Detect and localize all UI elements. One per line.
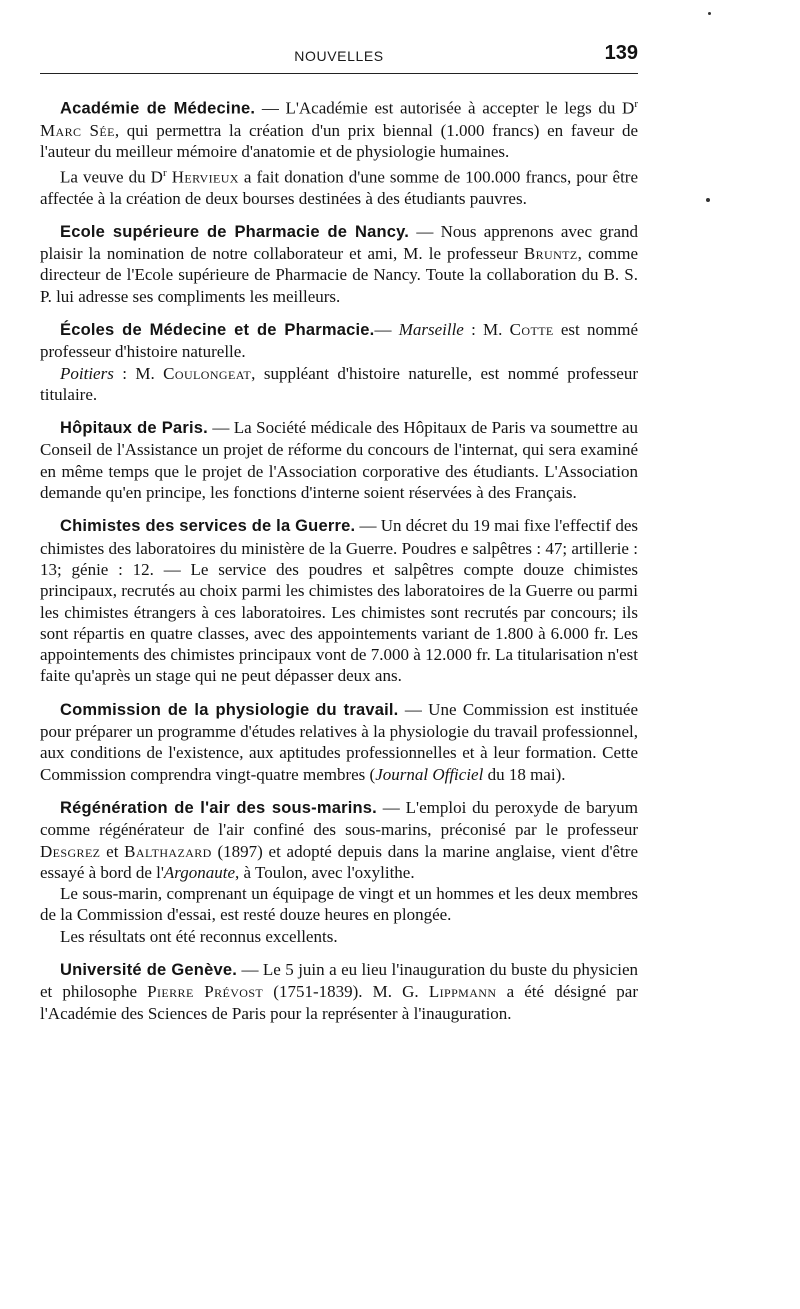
paragraph: Le sous-marin, comprenant un équipage de vingt et un hommes et les deux membres de la Commission d'essai, est resté douze heures en plongée. (40, 884, 638, 925)
city-name: Marseille (398, 319, 464, 339)
person-name: Marc Sée (40, 120, 115, 140)
section-heading: Chimistes des services de la Guerre. (60, 517, 356, 536)
paragraph: Commission de la physiologie du travail. — Une Commission est instituée pour préparer un programme d'études relatives à la physiologie du travail professionnel, aux conditions de l'existence, aux aptitudes professionnelles et à leur formation. Cette Commission comprendra vingt-quatre membres (Journal Officiel du 18 mai). (40, 699, 638, 784)
person-name: Hervieux (171, 167, 239, 187)
page-number: 139 (604, 42, 638, 64)
section-chimistes-guerre (40, 515, 638, 686)
section-heading: Ecole supérieure de Pharmacie de Nancy. (60, 222, 410, 241)
paragraph: Poitiers : M. Coulongeat, suppléant d'histoire naturelle, est nommé professeur titulaire. (40, 363, 638, 404)
paragraph: Académie de Médecine. — L'Académie est autorisée à accepter le legs du $D^r$ Marc Sée, qui permettra la création d'un prix biennal (1.000 francs) en faveur de l'auteur du meilleur mémoire d'anatomie et de physiologie humaines. (40, 98, 639, 162)
paragraph: La veuve du $D^r$ Hervieux a fait donation d'une somme de 100.000 francs, pour être affectée à la création de deux bourses destinées à des étudiants pauvres. (40, 166, 638, 208)
paragraph: Régénération de l'air des sous-marins. — L'emploi du peroxyde de baryum comme régénérateur de l'air confiné des sous-marins, préconisé par le professeur Desgrez et Balthazard (1897) et adopté depuis dans la marine anglaise, vient d'être essayé à bord de l'Argonaute, à Toulon, avec l'oxylithe. (40, 797, 639, 882)
person-name: Pierre Prévost (147, 982, 264, 1002)
paragraph: Ecole supérieure de Pharmacie de Nancy. — Nous apprenons avec grand plaisir la nomination de notre collaborateur et ami, M. le professeur Bruntz, comme directeur de l'Ecole supérieure de Pharmacie de Nancy. Toute la collaboration du B. S. P. lui adresse ses compliments les meilleurs. (40, 221, 638, 306)
city-name: Poitiers (60, 363, 114, 383)
section-heading: Régénération de l'air des sous-marins. (60, 798, 377, 817)
running-title: NOUVELLES (294, 48, 384, 64)
person-name: Balthazard (124, 841, 212, 861)
paragraph: Université de Genève. — Le 5 juin a eu lieu l'inauguration du buste du physicien et philosophe Pierre Prévost (1751-1839). M. G. Lippmann a été désigné par l'Académie des Sciences de Paris pour la représenter à l'inauguration. (40, 960, 638, 1023)
section-academie-medecine (40, 94, 638, 209)
paragraph: Hôpitaux de Paris. — La Société médicale des Hôpitaux de Paris va soumettre au Conseil de l'Assistance un projet de réforme du concours de l'internat, qui sera examiné en même temps que le projet de l'Association corporative des étudiants. L'Association demande qu'en principe, les fonctions d'interne soient réservées à des Français. (40, 418, 638, 503)
person-name: Coulongeat (163, 363, 252, 383)
news-content (40, 94, 638, 1024)
section-hopitaux-paris (40, 417, 638, 503)
person-name: Bruntz (523, 244, 578, 264)
paragraph: Écoles de Médecine et de Pharmacie.— Marseille : M. Cotte est nommé professeur d'histoire naturelle. (40, 319, 638, 362)
section-heading: Hôpitaux de Paris. (60, 419, 208, 438)
section-regeneration-air (40, 797, 638, 947)
section-ecole-nancy (40, 221, 638, 307)
section-heading: Commission de la physiologie du travail. (60, 700, 399, 719)
section-heading: Académie de Médecine. (60, 99, 256, 118)
paragraph: Les résultats ont été reconnus excellents. (60, 926, 338, 946)
page (40, 0, 638, 1036)
person-name: Desgrez (40, 841, 101, 861)
section-heading: Université de Genève. (60, 961, 237, 979)
journal-title: Journal Officiel (375, 764, 484, 784)
header-rule (40, 73, 638, 74)
section-ecoles-medecine-pharmacie (40, 319, 638, 405)
margin-mark (706, 198, 710, 202)
section-commission-physiologie (40, 699, 638, 785)
person-name: Cotte (509, 319, 554, 339)
person-name: Lippmann (428, 982, 497, 1002)
running-head (40, 0, 638, 78)
section-universite-geneve (40, 959, 638, 1024)
margin-mark (708, 12, 711, 15)
section-heading: Écoles de Médecine et de Pharmacie. (60, 320, 375, 339)
paragraph: Chimistes des services de la Guerre. — Un décret du 19 mai fixe l'effectif des chimistes des laboratoires du ministère de la Guerre. Poudres e salpêtres : 47; artillerie : 13; génie : 12. — Le service des poudres et salpêtres compte douze chimistes principaux, recrutés au choix parmi les chimistes des laboratoires de la Guerre ou parmi les chimistes étrangers à ces laboratoires. Les chimistes sont recrutés par concours; ils sont répartis en quatre classes, avec des appointements variant de 1.800 à 6.000 fr. Les appointements des chimistes principaux vont de 7.000 à 12.000 fr. La titularisation n'est faite qu'après un stage qui ne peut dépasser deux ans. (40, 516, 638, 686)
ship-name: Argonaute (163, 862, 236, 882)
